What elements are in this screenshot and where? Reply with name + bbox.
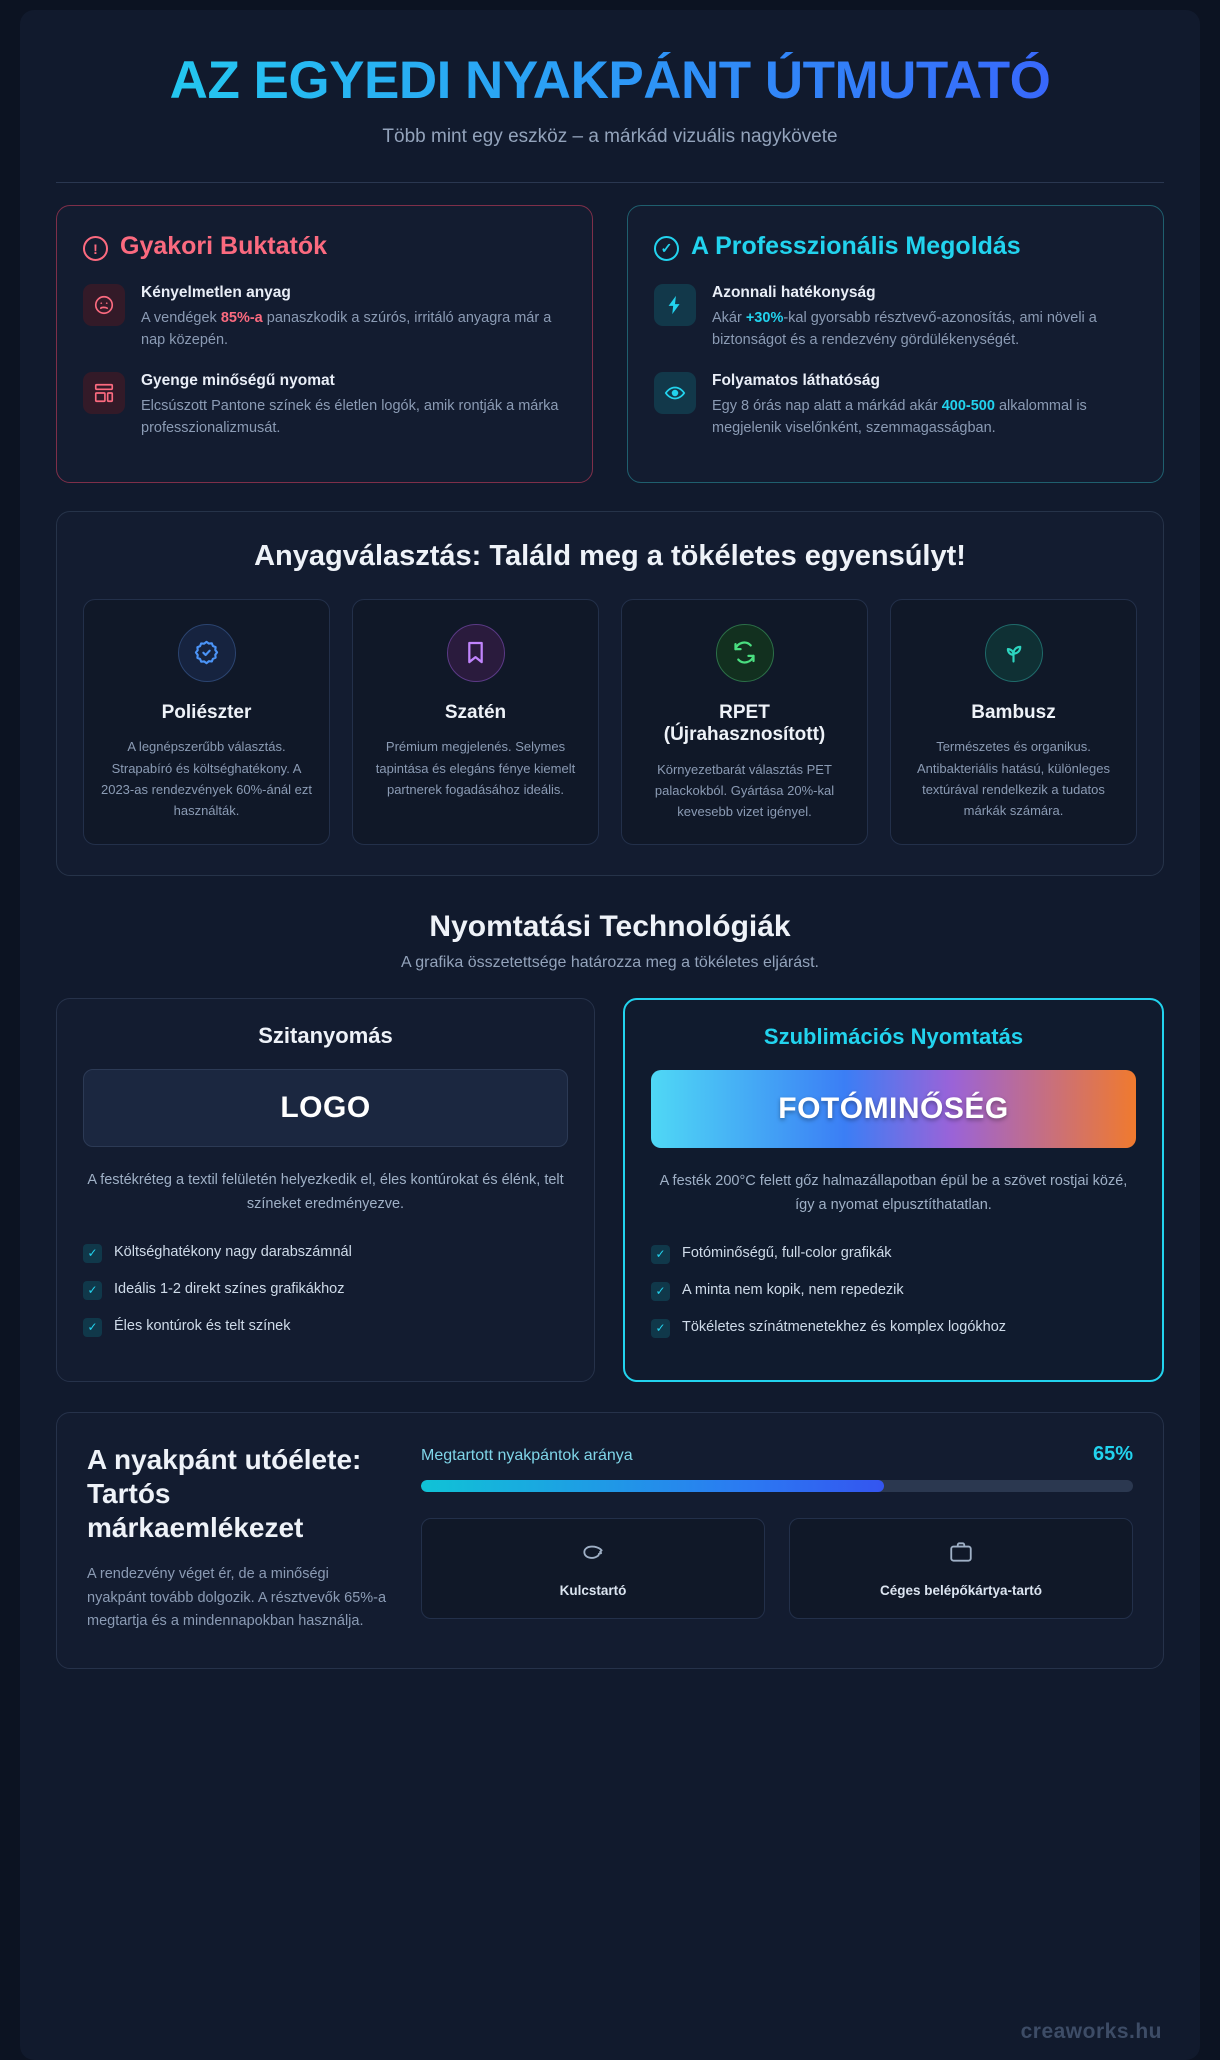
print-card-bullets	[651, 1243, 1136, 1338]
materials-section	[56, 511, 1164, 877]
afterlife-stats	[421, 1443, 1133, 1634]
progress-label: Megtartott nyakpántok aránya	[421, 1446, 633, 1464]
solution-title: A Professzionális Megoldás	[691, 232, 1021, 261]
afterlife-title: A nyakpánt utóélete: Tartós márkaemlékezet	[87, 1443, 362, 1544]
progress-value: 65%	[1092, 1442, 1133, 1465]
bullet-item: ✓ Éles kontúrok és telt színek	[83, 1316, 568, 1337]
pitfall-item	[83, 284, 566, 352]
printing-title: Nyomtatási Technológiák	[429, 910, 791, 944]
pitfall-text: A vendégek 85%-a panaszkodik a szúrós, irritáló anyagra már a nap közepén.	[141, 309, 552, 349]
pitfall-text: Elcsúszott Pantone színek és életlen logók, amik rontják a márka professzionalizmusát.	[141, 397, 559, 437]
pitfall-heading: Gyenge minőségű nyomat	[141, 371, 335, 389]
printing-header	[56, 910, 1164, 972]
print-card-screen	[56, 998, 595, 1381]
frown-face-icon	[83, 284, 125, 326]
lightning-bolt-icon	[654, 284, 696, 326]
check-icon: ✓	[651, 1319, 670, 1338]
page-subtitle: Több mint egy eszköz – a márkád vizuális nagykövete	[382, 126, 838, 148]
alert-circle-icon: !	[83, 236, 108, 261]
header-divider	[56, 182, 1164, 183]
sprout-leaf-icon	[985, 624, 1043, 682]
pitfalls-card	[56, 205, 593, 482]
material-desc: A legnépszerűbb választás. Strapabíró és költséghatékony. A 2023-as rendezvények 60%-ánál ezt használták.	[100, 739, 313, 818]
solution-header	[654, 232, 1137, 262]
brand-watermark: creaworks.hu	[1020, 2020, 1162, 2043]
print-swatch-logo: LOGO	[83, 1069, 568, 1147]
print-card-bullets	[83, 1242, 568, 1337]
printing-subtitle: A grafika összetettsége határozza meg a tökéletes eljárást.	[400, 954, 819, 972]
solution-card	[627, 205, 1164, 482]
afterlife-desc: A rendezvény véget ér, de a minőségi nyakpánt tovább dolgozik. A résztvevők 65%-a megtartja és a mindennapokban használja.	[87, 1566, 387, 1630]
material-desc: Prémium megjelenés. Selymes tapintása és elegáns fénye kiemelt partnerek fogadásához ideális.	[375, 739, 576, 797]
problem-solution-row	[56, 205, 1164, 482]
check-icon: ✓	[83, 1318, 102, 1337]
uses-row	[421, 1518, 1133, 1619]
benefit-heading: Azonnali hatékonyság	[712, 283, 876, 301]
id-badge-icon	[800, 1539, 1122, 1570]
bullet-item: ✓ Költséghatékony nagy darabszámnál	[83, 1242, 568, 1263]
benefit-text: Akár +30%-kal gyorsabb résztvevő-azonosítás, ami növeli a biztonságot és a rendezvény gördülékenységét.	[712, 309, 1097, 349]
material-name: RPET (Újrahasznosított)	[663, 701, 826, 746]
bookmark-icon	[447, 624, 505, 682]
bullet-item: ✓ Tökéletes színátmenetekhez és komplex logókhoz	[651, 1317, 1136, 1338]
material-card	[83, 599, 330, 846]
pitfalls-header	[83, 232, 566, 262]
pitfall-heading: Kényelmetlen anyag	[141, 283, 291, 301]
material-name: Szatén	[444, 701, 507, 723]
bullet-item: ✓ Ideális 1-2 direkt színes grafikákhoz	[83, 1279, 568, 1300]
print-card-title: Szublimációs Nyomtatás	[763, 1024, 1024, 1050]
infographic-page	[20, 10, 1200, 2060]
bullet-item: ✓ Fotóminőségű, full-color grafikák	[651, 1243, 1136, 1264]
use-case-keychain	[421, 1518, 765, 1619]
material-name: Bambusz	[971, 701, 1056, 723]
check-circle-icon: ✓	[654, 236, 679, 261]
material-card	[890, 599, 1137, 846]
material-desc: Természetes és organikus. Antibakteriális hatású, különleges textúrával rendelkezik a tudatos márkák számára.	[917, 739, 1110, 818]
check-icon: ✓	[651, 1282, 670, 1301]
afterlife-text	[87, 1443, 387, 1634]
page-title: AZ EGYEDI NYAKPÁNT ÚTMUTATÓ	[56, 52, 1164, 110]
benefit-item	[654, 284, 1137, 352]
use-case-badge	[789, 1518, 1133, 1619]
pitfall-item	[83, 372, 566, 440]
material-card	[621, 599, 868, 846]
progress-fill	[421, 1480, 884, 1492]
benefit-item	[654, 372, 1137, 440]
check-icon: ✓	[83, 1281, 102, 1300]
use-case-label: Kulcstartó	[559, 1582, 627, 1598]
hero-section	[56, 38, 1164, 148]
materials-grid	[83, 599, 1137, 846]
key-tag-icon	[432, 1539, 754, 1570]
progress-track	[421, 1480, 1133, 1492]
material-desc: Környezetbarát választás PET palackokból. Gyártása 20%-kal kevesebb vizet igényel.	[654, 762, 835, 820]
print-card-sublimation	[623, 998, 1164, 1381]
afterlife-section	[56, 1412, 1164, 1669]
eye-icon	[654, 372, 696, 414]
materials-title: Anyagválasztás: Találd meg a tökéletes egyensúlyt!	[254, 539, 966, 572]
benefit-text: Egy 8 órás nap alatt a márkád akár 400-500 alkalommal is megjelenik viselőnként, szemmagasságban.	[712, 397, 1087, 437]
layout-broken-icon	[83, 372, 125, 414]
print-swatch-photo: FOTÓMINŐSÉG	[651, 1070, 1136, 1148]
benefit-heading: Folyamatos láthatóság	[712, 371, 880, 389]
pitfalls-title: Gyakori Buktatók	[120, 232, 328, 261]
print-card-title: Szitanyomás	[258, 1023, 393, 1049]
bullet-item: ✓ A minta nem kopik, nem repedezik	[651, 1280, 1136, 1301]
badge-check-icon	[178, 624, 236, 682]
printing-grid	[56, 998, 1164, 1381]
progress-row	[421, 1443, 1133, 1466]
print-card-desc: A festék 200°C felett gőz halmazállapotban épül be a szövet rostjai közé, így a nyomat elpusztíthatatlan.	[659, 1173, 1128, 1213]
check-icon: ✓	[651, 1245, 670, 1264]
use-case-label: Céges belépőkártya-tartó	[879, 1582, 1043, 1598]
print-card-desc: A festékréteg a textil felületén helyezkedik el, éles kontúrokat és élénk, telt színeket eredményezve.	[87, 1172, 564, 1212]
material-name: Poliészter	[161, 701, 252, 723]
recycle-refresh-icon	[716, 624, 774, 682]
check-icon: ✓	[83, 1244, 102, 1263]
material-card	[352, 599, 599, 846]
